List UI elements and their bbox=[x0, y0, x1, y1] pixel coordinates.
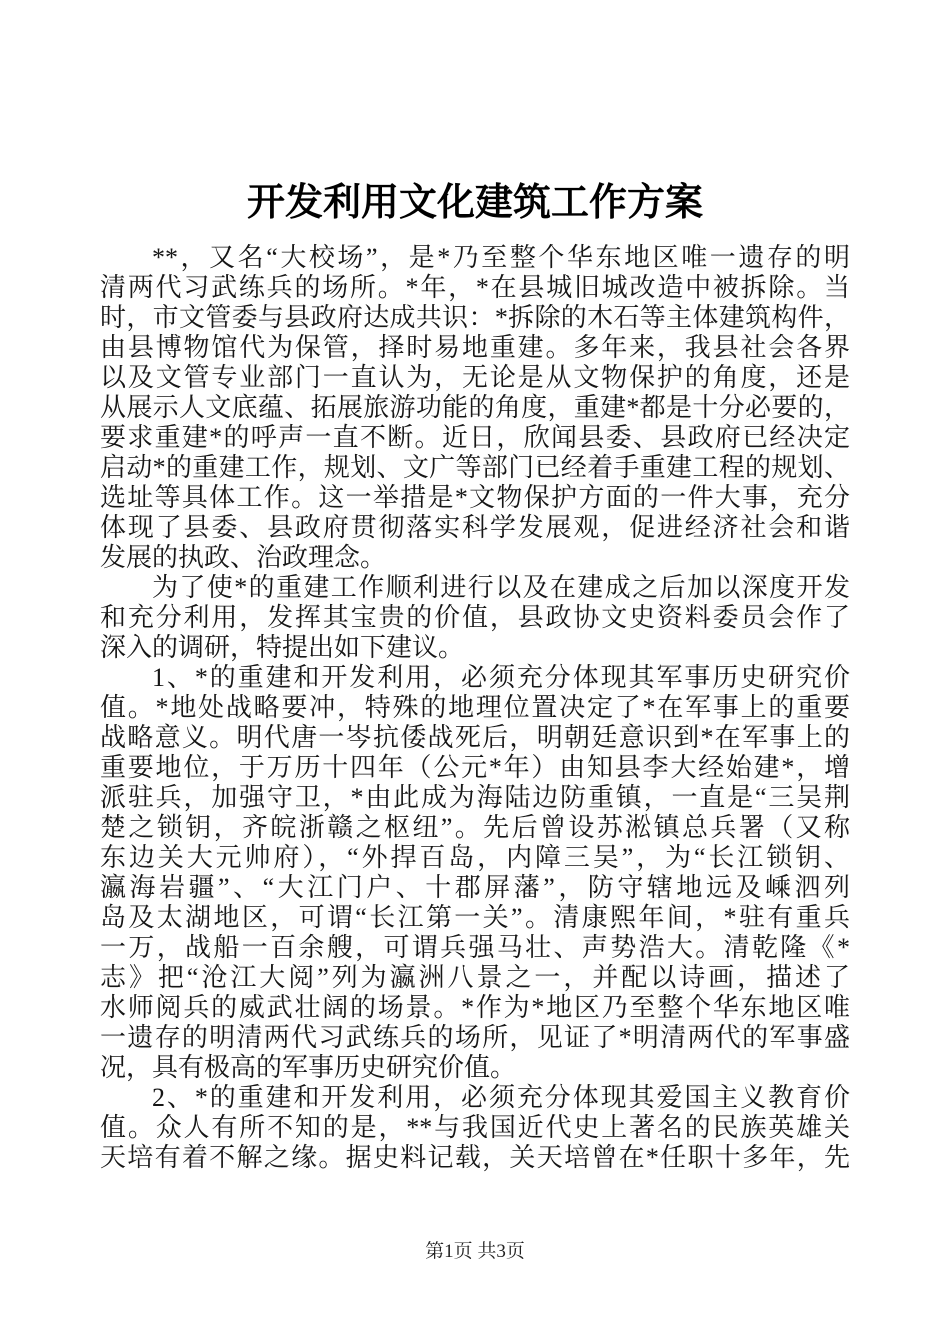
text-line: 和充分利用，发挥其宝贵的价值，县政协文史资料委员会作了 bbox=[100, 603, 850, 632]
text-line: 一万，战船一百余艘，可谓兵强马壮、声势浩大。清乾隆《* bbox=[100, 933, 850, 962]
text-line: 况，具有极高的军事历史研究价值。 bbox=[100, 1053, 517, 1082]
paragraph bbox=[100, 663, 850, 1083]
text-line: 重要地位，于万历十四年（公元*年）由知县李大经始建*，增 bbox=[100, 753, 850, 782]
text-line: 从展示人文底蕴、拓展旅游功能的角度，重建*都是十分必要的， bbox=[100, 393, 850, 422]
text-line: 深入的调研，特提出如下建议。 bbox=[100, 633, 465, 662]
text-line: 清两代习武练兵的场所。*年，*在县城旧城改造中被拆除。当 bbox=[100, 273, 850, 302]
paragraph bbox=[100, 573, 850, 663]
paragraph bbox=[100, 1083, 850, 1173]
text-line: 为了使*的重建工作顺利进行以及在建成之后加以深度开发 bbox=[152, 573, 850, 602]
text-line: 岛及太湖地区，可谓“长江第一关”。清康熙年间，*驻有重兵 bbox=[100, 903, 850, 932]
text-line: 1、*的重建和开发利用，必须充分体现其军事历史研究价 bbox=[152, 663, 850, 692]
text-line: 体现了县委、县政府贯彻落实科学发展观，促进经济社会和谐 bbox=[100, 513, 850, 542]
text-line: 水师阅兵的威武壮阔的场景。*作为*地区乃至整个华东地区唯 bbox=[100, 993, 850, 1022]
text-line: 启动*的重建工作，规划、文广等部门已经着手重建工程的规划、 bbox=[100, 453, 850, 482]
text-line: 发展的执政、治政理念。 bbox=[100, 543, 387, 572]
text-line: 选址等具体工作。这一举措是*文物保护方面的一件大事，充分 bbox=[100, 483, 850, 512]
text-line: 以及文管专业部门一直认为，无论是从文物保护的角度，还是 bbox=[100, 363, 850, 392]
text-line: 派驻兵，加强守卫，*由此成为海陆边防重镇，一直是“三吴荆 bbox=[100, 783, 850, 812]
text-line: 楚之锁钥，齐皖浙赣之枢纽”。先后曾设苏淞镇总兵署（又称 bbox=[100, 813, 850, 842]
document-body bbox=[100, 243, 850, 1173]
page-footer bbox=[100, 1240, 850, 1264]
text-line: 要求重建*的呼声一直不断。近日，欣闻县委、县政府已经决定 bbox=[100, 423, 850, 452]
text-line: 志》把“沧江大阅”列为瀛洲八景之一，并配以诗画，描述了 bbox=[100, 963, 850, 992]
paragraph bbox=[100, 243, 850, 573]
text-line: 瀛海岩疆”、“大江门户、十郡屏藩”，防守辖地远及嵊泗列 bbox=[100, 873, 850, 902]
text-line: 值。*地处战略要冲，特殊的地理位置决定了*在军事上的重要 bbox=[100, 693, 850, 722]
text-line: 2、*的重建和开发利用，必须充分体现其爱国主义教育价 bbox=[152, 1083, 850, 1112]
text-line: 战略意义。明代唐一岑抗倭战死后，明朝廷意识到*在军事上的 bbox=[100, 723, 850, 752]
text-line: 一遗存的明清两代习武练兵的场所，见证了*明清两代的军事盛 bbox=[100, 1023, 850, 1052]
text-line: 东边关大元帅府），“外捍百岛，内障三吴”，为“长江锁钥、 bbox=[100, 843, 850, 872]
text-line: 值。众人有所不知的是，**与我国近代史上著名的民族英雄关 bbox=[100, 1113, 850, 1142]
text-line: 时，市文管委与县政府达成共识：*拆除的木石等主体建筑构件， bbox=[100, 303, 850, 332]
page-number-label: 第1页 共3页 bbox=[425, 1241, 525, 1262]
document-title: 开发利用文化建筑工作方案 bbox=[246, 182, 703, 224]
text-line: **，又名“大校场”，是*乃至整个华东地区唯一遗存的明 bbox=[152, 243, 850, 272]
text-line: 天培有着不解之缘。据史料记载，关天培曾在*任职十多年，先 bbox=[100, 1143, 850, 1172]
text-line: 由县博物馆代为保管，择时易地重建。多年来，我县社会各界 bbox=[100, 333, 850, 362]
